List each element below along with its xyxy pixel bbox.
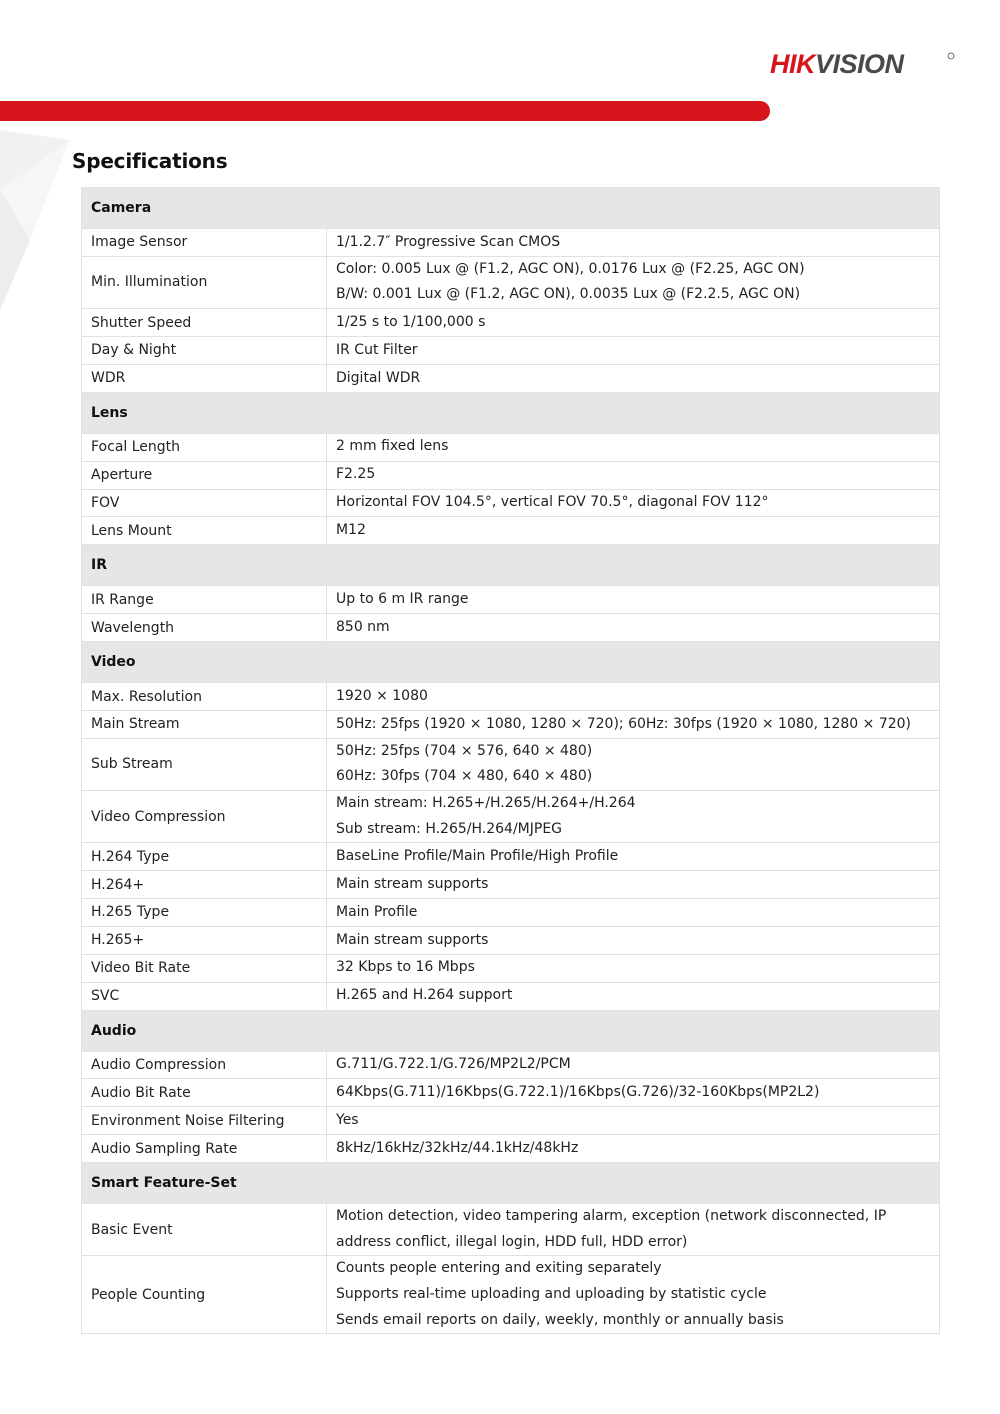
spec-label: IR Range — [82, 586, 327, 614]
spec-value — [327, 899, 940, 927]
spec-value — [327, 1107, 940, 1135]
spec-value — [327, 954, 940, 982]
spec-value — [327, 1079, 940, 1107]
spec-value-line: BaseLine Profile/Main Profile/High Profile — [336, 847, 619, 864]
spec-value — [327, 586, 940, 614]
spec-row — [82, 954, 940, 982]
specifications-table — [81, 187, 940, 1334]
spec-label: People Counting — [82, 1256, 327, 1334]
spec-label: WDR — [82, 364, 327, 392]
spec-row — [82, 710, 940, 738]
spec-value-line: 1920 × 1080 — [336, 687, 428, 704]
spec-row — [82, 926, 940, 954]
section-header-row — [82, 392, 940, 433]
spec-label: Max. Resolution — [82, 683, 327, 711]
spec-row — [82, 1107, 940, 1135]
spec-value-line: Main stream: H.265+/H.265/H.264+/H.264 — [336, 795, 636, 812]
spec-value-line: Supports real-time uploading and uploading by statistic cycle — [336, 1285, 767, 1302]
spec-value — [327, 1051, 940, 1079]
spec-value — [327, 926, 940, 954]
spec-value — [327, 364, 940, 392]
spec-label: SVC — [82, 982, 327, 1010]
spec-value-line: Sub stream: H.265/H.264/MJPEG — [336, 820, 563, 837]
spec-value — [327, 461, 940, 489]
section-header-row — [82, 545, 940, 586]
section-title: Audio — [82, 1010, 940, 1051]
spec-row — [82, 871, 940, 899]
spec-row — [82, 364, 940, 392]
spec-value-line: 850 nm — [336, 618, 390, 635]
spec-value-line: 32 Kbps to 16 Mbps — [336, 959, 475, 976]
spec-label: Focal Length — [82, 433, 327, 461]
spec-row — [82, 229, 940, 257]
section-title: Smart Feature-Set — [82, 1163, 940, 1204]
spec-label: H.265+ — [82, 926, 327, 954]
spec-value — [327, 309, 940, 337]
spec-value — [327, 843, 940, 871]
spec-value — [327, 1204, 940, 1256]
spec-value-line: 2 mm fixed lens — [336, 438, 449, 455]
spec-value-line: M12 — [336, 522, 366, 539]
spec-label: FOV — [82, 489, 327, 517]
spec-row — [82, 461, 940, 489]
section-title: Lens — [82, 392, 940, 433]
hikvision-logo — [768, 44, 958, 84]
spec-value — [327, 982, 940, 1010]
spec-value — [327, 614, 940, 642]
spec-value — [327, 1135, 940, 1163]
spec-value-line: Up to 6 m IR range — [336, 590, 469, 607]
spec-label: Audio Bit Rate — [82, 1079, 327, 1107]
section-title: IR — [82, 545, 940, 586]
header-red-bar — [0, 101, 770, 121]
spec-value-line: F2.25 — [336, 466, 376, 483]
spec-label: Audio Compression — [82, 1051, 327, 1079]
spec-label: Wavelength — [82, 614, 327, 642]
spec-label: Min. Illumination — [82, 256, 327, 308]
spec-value — [327, 710, 940, 738]
spec-value — [327, 256, 940, 308]
spec-value-line: Counts people entering and exiting separately — [336, 1260, 662, 1277]
spec-value-line: 1/25 s to 1/100,000 s — [336, 313, 486, 330]
spec-row — [82, 586, 940, 614]
spec-value — [327, 738, 940, 790]
spec-label: Basic Event — [82, 1204, 327, 1256]
spec-row — [82, 899, 940, 927]
spec-value — [327, 871, 940, 899]
spec-label: H.264+ — [82, 871, 327, 899]
spec-value-line: IR Cut Filter — [336, 341, 418, 358]
spec-value — [327, 489, 940, 517]
spec-value-line: Main stream supports — [336, 875, 489, 892]
page-title: Specifications — [72, 149, 228, 173]
spec-row — [82, 1051, 940, 1079]
spec-row — [82, 738, 940, 790]
spec-label: Main Stream — [82, 710, 327, 738]
spec-value — [327, 1256, 940, 1334]
spec-row — [82, 1135, 940, 1163]
spec-row — [82, 982, 940, 1010]
spec-value-line: Color: 0.005 Lux @ (F1.2, AGC ON), 0.0176 Lux @ (F2.25, AGC ON) — [336, 260, 805, 277]
spec-row — [82, 1079, 940, 1107]
spec-value-line: 50Hz: 25fps (704 × 576, 640 × 480) — [336, 742, 593, 759]
spec-value-line: B/W: 0.001 Lux @ (F1.2, AGC ON), 0.0035 Lux @ (F2.2.5, AGC ON) — [336, 286, 801, 303]
spec-value — [327, 683, 940, 711]
spec-label: Aperture — [82, 461, 327, 489]
section-title: Video — [82, 642, 940, 683]
spec-value-line: 60Hz: 30fps (704 × 480, 640 × 480) — [336, 768, 593, 785]
spec-label: H.264 Type — [82, 843, 327, 871]
spec-row — [82, 489, 940, 517]
spec-label: Video Bit Rate — [82, 954, 327, 982]
spec-value-line: Sends email reports on daily, weekly, monthly or annually basis — [336, 1311, 784, 1328]
spec-value-line: G.711/G.722.1/G.726/MP2L2/PCM — [336, 1056, 571, 1073]
spec-value — [327, 791, 940, 843]
spec-row — [82, 256, 940, 308]
spec-value — [327, 433, 940, 461]
section-header-row — [82, 1163, 940, 1204]
spec-row — [82, 336, 940, 364]
spec-value-line: Main stream supports — [336, 931, 489, 948]
spec-value-line: address conflict, illegal login, HDD full, HDD error) — [336, 1233, 688, 1250]
spec-row — [82, 843, 940, 871]
spec-row — [82, 1204, 940, 1256]
spec-label: Image Sensor — [82, 229, 327, 257]
spec-value-line: 1/1.2.7″ Progressive Scan CMOS — [336, 233, 561, 250]
spec-label: Lens Mount — [82, 517, 327, 545]
spec-value — [327, 336, 940, 364]
spec-value — [327, 517, 940, 545]
spec-value-line: Motion detection, video tampering alarm, exception (network disconnected, IP — [336, 1208, 887, 1225]
spec-row — [82, 1256, 940, 1334]
spec-row — [82, 309, 940, 337]
spec-row — [82, 614, 940, 642]
spec-label: Day & Night — [82, 336, 327, 364]
section-header-row — [82, 188, 940, 229]
section-header-row — [82, 1010, 940, 1051]
spec-value-line: Digital WDR — [336, 369, 421, 386]
spec-label: Audio Sampling Rate — [82, 1135, 327, 1163]
svg-text:HIKVISION: HIKVISION — [770, 49, 904, 79]
spec-value-line: H.265 and H.264 support — [336, 987, 513, 1004]
spec-row — [82, 517, 940, 545]
section-title: Camera — [82, 188, 940, 229]
spec-row — [82, 683, 940, 711]
spec-label: Sub Stream — [82, 738, 327, 790]
spec-label: Environment Noise Filtering — [82, 1107, 327, 1135]
spec-value-line: Yes — [336, 1112, 359, 1129]
spec-label: Shutter Speed — [82, 309, 327, 337]
spec-label: Video Compression — [82, 791, 327, 843]
spec-row — [82, 433, 940, 461]
section-header-row — [82, 642, 940, 683]
spec-value-line: Main Profile — [336, 903, 418, 920]
spec-value-line: 50Hz: 25fps (1920 × 1080, 1280 × 720); 60Hz: 30fps (1920 × 1080, 1280 × 720) — [336, 715, 912, 732]
spec-value-line: Horizontal FOV 104.5°, vertical FOV 70.5°, diagonal FOV 112° — [336, 494, 769, 511]
spec-value-line: 8kHz/16kHz/32kHz/44.1kHz/48kHz — [336, 1139, 579, 1156]
spec-row — [82, 791, 940, 843]
spec-value-line: 64Kbps(G.711)/16Kbps(G.722.1)/16Kbps(G.726)/32-160Kbps(MP2L2) — [336, 1084, 820, 1101]
spec-value — [327, 229, 940, 257]
spec-label: H.265 Type — [82, 899, 327, 927]
